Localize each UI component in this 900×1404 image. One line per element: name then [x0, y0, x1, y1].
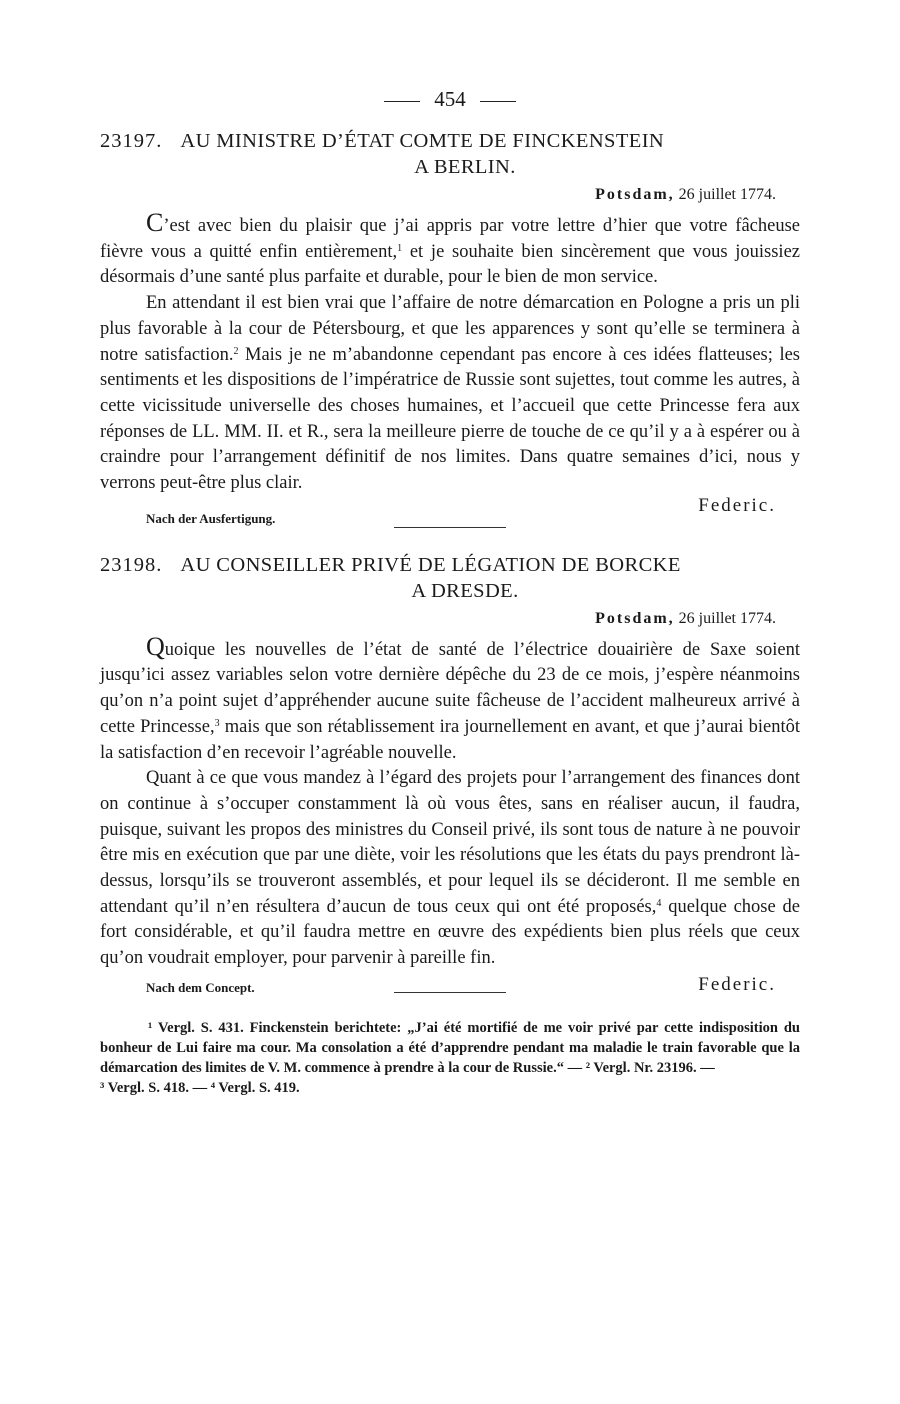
- date: 26 juillet 1774.: [678, 186, 776, 203]
- document-page: [100, 86, 800, 1098]
- letter-23197: [100, 128, 800, 528]
- paragraph: En attendant il est bien vrai que l’affaire de notre démarcation en Pologne a pris un pli plus favorable à la cour de Pétersbourg, et que les apparences y sont qu’elle se terminera à notre satisfaction.$^2$ Mais je ne m’abandonne cependant pas encore à ces idées flatteuses; les sentiments et les dispositions de l’impératrice de Russie sont sujettes, tout comme les autres, à cette vicissitude universelle des choses humaines, et l’accueil que cette Princesse fera aux réponses de LL. MM. II. et R., sera la meilleure pierre de touche de ce qu’il y a à espérer ou à craindre pour l’arrangement définitif de nos limites. Dans quatre semaines d’ici, nous y verrons peut-être plus clair.: [100, 293, 800, 494]
- source-note: Nach der Ausfertigung.: [146, 510, 276, 526]
- place: Potsdam,: [595, 609, 675, 627]
- letter-title-line2: A DRESDE.: [411, 579, 519, 602]
- signature: Federic.: [698, 494, 776, 516]
- paragraph: Quant à ce que vous mandez à l’égard des projets pour l’arrangement des finances dont on continue à s’occuper constamment là où vous êtes, sans en réaliser aucun, il faudra, puisque, suivant les propos des ministres du Conseil privé, ils sont tous de nature à ne pouvoir être mis en exécution que par une diète, voir les résolutions que les états du pays prendront là-dessus, lorsqu’ils se trouveront assemblés, et pour lequel ils se décideront. Il me semble en attendant qu’il n’en résultera d’aucun de tous ceux qui ont été proposés,$^4$ quelque chose de fort considérable, et qu’il faudra mettre en œuvre des expédients bien plus réels que ceux qu’on voudrait employer, pour parvenir à pareille fin.: [100, 768, 801, 969]
- letter-title: AU CONSEILLER PRIVÉ DE LÉGATION DE BORCKE: [180, 553, 681, 576]
- footnote-ref: 3: [214, 717, 220, 729]
- source-note: Nach dem Concept.: [146, 979, 255, 995]
- footnote-ref: 1: [397, 242, 403, 254]
- letter-23198: [100, 552, 800, 1002]
- section-divider: [394, 992, 506, 993]
- footnote-ref: 4: [656, 897, 662, 909]
- paragraph: C’est avec bien du plaisir que j’ai appris par votre lettre d’hier que votre fâcheuse fièvre vous a quitté enfin entièrement,$^1$ et je souhaite bien sincèrement que vous jouissiez désormais d’une santé plus parfaite et durable, pour le bien de mon service.: [100, 208, 800, 288]
- page-number: 454: [100, 86, 800, 112]
- letter-heading: [100, 552, 800, 604]
- place: Potsdam,: [595, 186, 675, 203]
- signature-row: [100, 494, 800, 527]
- footnote-text: ³ Vergl. S. 418. — ⁴ Vergl. S. 419.: [100, 1079, 300, 1096]
- footnote-text: ¹ Vergl. S. 431. Finckenstein berichtete: „J’ai été mortifié de me voir privé par cette indisposition du bonheur de Lui faire ma cour. Ma consolation a été d’apprendre pendant ma maladie le train favorable que la démarcation des limites de V. M. commence à prendre à la cour de Russie.“ — ² Vergl. Nr. 23196. —: [100, 1019, 800, 1076]
- letter-number: 23197.: [100, 130, 163, 152]
- letter-dateline: [100, 184, 800, 206]
- initial-letter: Q: [146, 631, 165, 661]
- letter-heading: [100, 128, 800, 180]
- letter-title: AU MINISTRE D’ÉTAT COMTE DE FINCKENSTEIN: [180, 130, 665, 152]
- letter-dateline: [100, 608, 800, 630]
- date: 26 juillet 1774.: [678, 609, 776, 627]
- section-divider: [394, 527, 506, 528]
- page-number-dash-right: [480, 101, 516, 102]
- letter-number: 23198.: [100, 553, 163, 576]
- footnotes: [100, 1018, 800, 1098]
- page-number-dash-left: [384, 101, 420, 102]
- signature: Federic.: [698, 973, 776, 995]
- letter-title-line2: A BERLIN.: [414, 156, 516, 178]
- paragraph: Quoique les nouvelles de l’état de santé de l’électrice douairière de Saxe soient jusqu’ici assez variables selon votre dernière dépêche du 23 de ce mois, j’espère néanmoins qu’on n’a point sujet d’appréhender aucune suite fâcheuse de l’accident malheureux arrivé à cette Princesse,$^3$ mais que son rétablissement ira journellement en avant, et que j’aurai bientôt la satisfaction d’en recevoir l’agréable nouvelle.: [100, 631, 800, 763]
- initial-letter: C: [146, 208, 164, 237]
- signature-row: [100, 972, 800, 1002]
- footnote-ref: 2: [233, 345, 239, 357]
